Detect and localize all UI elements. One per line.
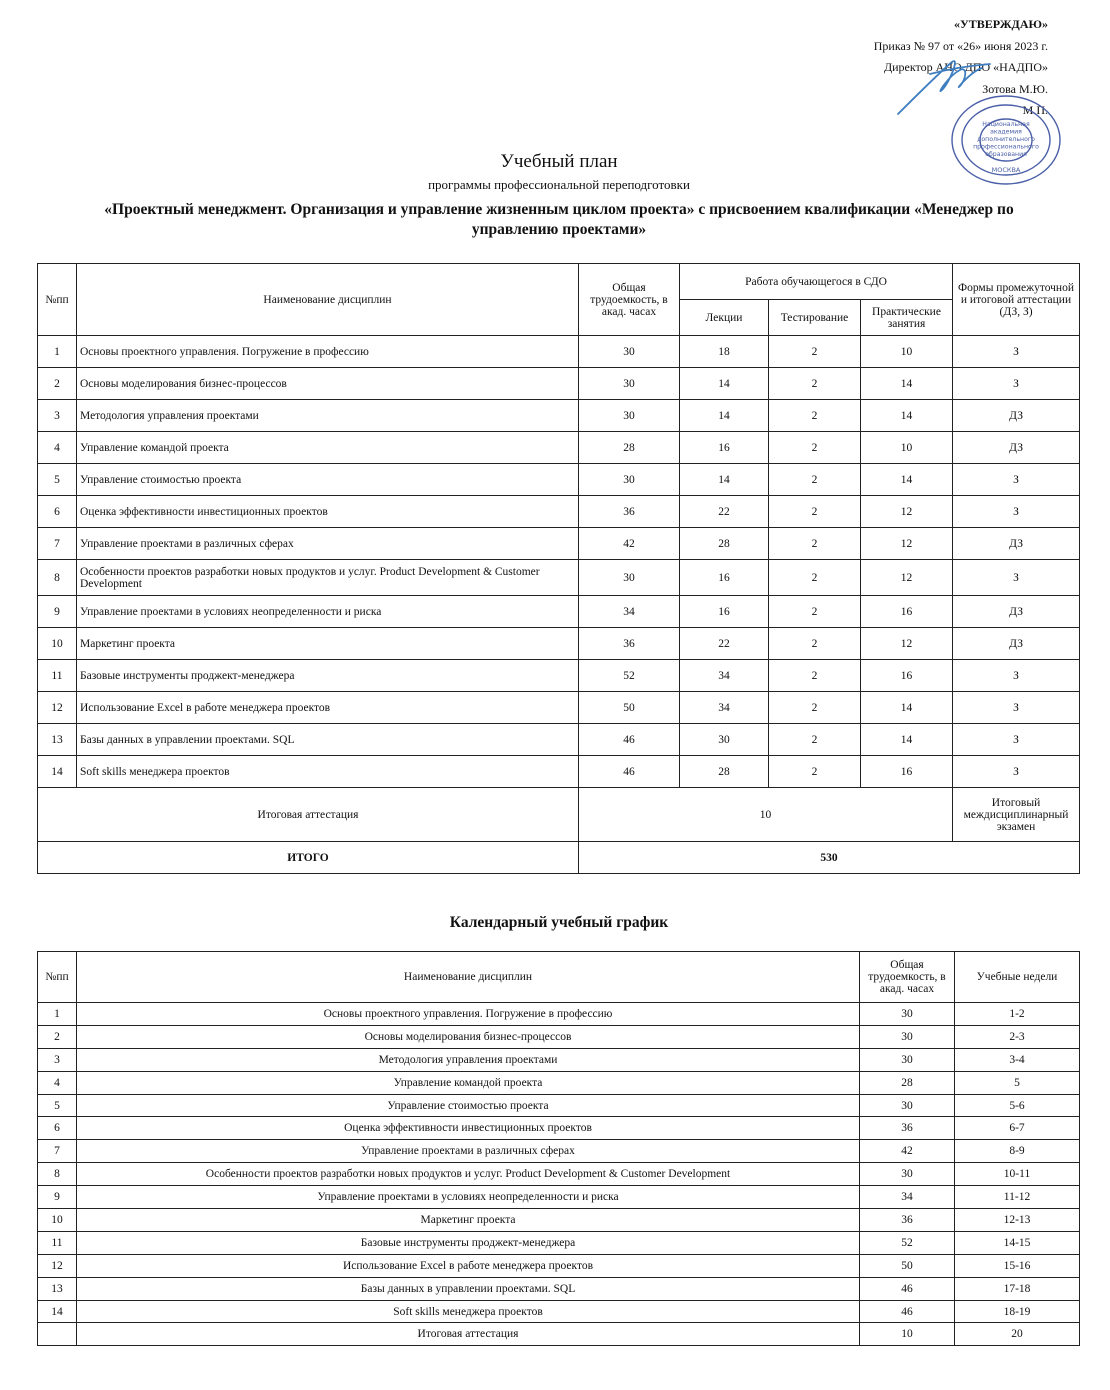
row-testing: 2 bbox=[769, 464, 861, 496]
schedule-row-num: 4 bbox=[38, 1071, 77, 1094]
approval-name: Зотова М.Ю. bbox=[982, 81, 1048, 96]
row-num: 4 bbox=[38, 432, 77, 464]
table-row bbox=[38, 1209, 1080, 1232]
header-forms: Формы промежуточной и итоговой аттестации (ДЗ, З) bbox=[953, 264, 1080, 336]
schedule-title: Календарный учебный график bbox=[449, 914, 669, 931]
row-lectures: 22 bbox=[680, 628, 769, 660]
table-row bbox=[38, 1323, 1080, 1346]
final-hours: 10 bbox=[579, 788, 953, 842]
schedule-row-total: 36 bbox=[860, 1117, 955, 1140]
total-hours: 530 bbox=[579, 842, 1080, 874]
row-total: 28 bbox=[579, 432, 680, 464]
row-lectures: 18 bbox=[680, 336, 769, 368]
approval-stamp-place: М.П. bbox=[1022, 103, 1048, 117]
header-name: Наименование дисциплин bbox=[77, 264, 579, 336]
row-form: ДЗ bbox=[953, 528, 1080, 560]
row-name: Оценка эффективности инвестиционных проектов bbox=[77, 496, 579, 528]
row-practice: 10 bbox=[861, 432, 953, 464]
schedule-row-total: 34 bbox=[860, 1186, 955, 1209]
schedule-header-num: №пп bbox=[38, 952, 77, 1003]
row-practice: 12 bbox=[861, 628, 953, 660]
schedule-row-total: 50 bbox=[860, 1254, 955, 1277]
schedule-row-total: 30 bbox=[860, 1048, 955, 1071]
table-row bbox=[38, 560, 1080, 596]
schedule-row-num: 6 bbox=[38, 1117, 77, 1140]
row-total: 46 bbox=[579, 756, 680, 788]
schedule-row-total: 30 bbox=[860, 1094, 955, 1117]
schedule-row-total: 36 bbox=[860, 1209, 955, 1232]
row-name: Базы данных в управлении проектами. SQL bbox=[77, 724, 579, 756]
schedule-row-name: Оценка эффективности инвестиционных проектов bbox=[77, 1117, 860, 1140]
seal-line: Национальная bbox=[982, 121, 1030, 128]
seal-icon bbox=[948, 92, 1064, 188]
schedule-row-weeks: 1-2 bbox=[955, 1003, 1080, 1026]
row-practice: 14 bbox=[861, 368, 953, 400]
table-row bbox=[38, 464, 1080, 496]
row-practice: 16 bbox=[861, 596, 953, 628]
schedule-row-num: 1 bbox=[38, 1003, 77, 1026]
schedule-row-weeks: 11-12 bbox=[955, 1186, 1080, 1209]
table-row bbox=[38, 400, 1080, 432]
table-row bbox=[38, 496, 1080, 528]
table-row bbox=[38, 1300, 1080, 1323]
header-work: Работа обучающегося в СДО bbox=[680, 264, 953, 300]
schedule-row-name: Управление командой проекта bbox=[77, 1071, 860, 1094]
row-testing: 2 bbox=[769, 368, 861, 400]
row-name: Управление проектами в условиях неопределенности и риска bbox=[77, 596, 579, 628]
row-num: 3 bbox=[38, 400, 77, 432]
table-row bbox=[38, 756, 1080, 788]
row-lectures: 28 bbox=[680, 756, 769, 788]
row-name: Методология управления проектами bbox=[77, 400, 579, 432]
schedule-row-total: 42 bbox=[860, 1140, 955, 1163]
row-practice: 12 bbox=[861, 560, 953, 596]
table-row bbox=[38, 336, 1080, 368]
schedule-row-weeks: 8-9 bbox=[955, 1140, 1080, 1163]
row-lectures: 14 bbox=[680, 464, 769, 496]
program-name: «Проектный менеджмент. Организация и управление жизненным циклом проекта» с присвоением квалификации «Менеджер по управлению проектами» bbox=[104, 201, 1014, 238]
table-row bbox=[38, 692, 1080, 724]
row-testing: 2 bbox=[769, 756, 861, 788]
row-total: 36 bbox=[579, 628, 680, 660]
seal-line: образования bbox=[985, 151, 1027, 158]
seal-city: МОСКВА bbox=[991, 166, 1021, 174]
row-name: Управление командой проекта bbox=[77, 432, 579, 464]
page-title: Учебный план bbox=[500, 151, 618, 172]
row-total: 30 bbox=[579, 368, 680, 400]
row-total: 52 bbox=[579, 660, 680, 692]
row-num: 12 bbox=[38, 692, 77, 724]
row-lectures: 28 bbox=[680, 528, 769, 560]
row-testing: 2 bbox=[769, 724, 861, 756]
row-form: З bbox=[953, 660, 1080, 692]
schedule-row-total: 46 bbox=[860, 1300, 955, 1323]
row-num: 7 bbox=[38, 528, 77, 560]
schedule-row-num: 8 bbox=[38, 1163, 77, 1186]
seal-line: дополнительного bbox=[977, 136, 1035, 143]
schedule-row-name: Управление проектами в условиях неопределенности и риска bbox=[77, 1186, 860, 1209]
header-num: №пп bbox=[38, 264, 77, 336]
schedule-row-num: 5 bbox=[38, 1094, 77, 1117]
row-testing: 2 bbox=[769, 628, 861, 660]
row-form: З bbox=[953, 336, 1080, 368]
table-row bbox=[38, 724, 1080, 756]
row-form: ДЗ bbox=[953, 596, 1080, 628]
schedule-row-weeks: 5-6 bbox=[955, 1094, 1080, 1117]
row-form: ДЗ bbox=[953, 432, 1080, 464]
approval-order: Приказ № 97 от «26» июня 2023 г. bbox=[873, 38, 1048, 53]
schedule-row-num: 14 bbox=[38, 1300, 77, 1323]
row-testing: 2 bbox=[769, 660, 861, 692]
row-testing: 2 bbox=[769, 528, 861, 560]
schedule-row-total: 28 bbox=[860, 1071, 955, 1094]
schedule-row-weeks: 20 bbox=[955, 1323, 1080, 1346]
row-total: 30 bbox=[579, 400, 680, 432]
table-row bbox=[38, 1094, 1080, 1117]
schedule-row-name: Особенности проектов разработки новых продуктов и услуг. Product Development & Customer Development bbox=[77, 1163, 860, 1186]
total-row bbox=[38, 842, 1080, 874]
row-testing: 2 bbox=[769, 336, 861, 368]
schedule-row-num: 7 bbox=[38, 1140, 77, 1163]
row-practice: 14 bbox=[861, 400, 953, 432]
row-practice: 12 bbox=[861, 496, 953, 528]
row-testing: 2 bbox=[769, 596, 861, 628]
final-label: Итоговая аттестация bbox=[38, 788, 579, 842]
row-num: 10 bbox=[38, 628, 77, 660]
schedule-row-num: 11 bbox=[38, 1231, 77, 1254]
row-lectures: 34 bbox=[680, 692, 769, 724]
row-practice: 12 bbox=[861, 528, 953, 560]
schedule-row-total: 52 bbox=[860, 1231, 955, 1254]
row-practice: 14 bbox=[861, 724, 953, 756]
row-lectures: 16 bbox=[680, 596, 769, 628]
table-row bbox=[38, 1186, 1080, 1209]
row-lectures: 34 bbox=[680, 660, 769, 692]
row-num: 6 bbox=[38, 496, 77, 528]
schedule-row-total: 10 bbox=[860, 1323, 955, 1346]
row-practice: 16 bbox=[861, 660, 953, 692]
schedule-row-num: 10 bbox=[38, 1209, 77, 1232]
row-form: ДЗ bbox=[953, 628, 1080, 660]
schedule-row-weeks: 18-19 bbox=[955, 1300, 1080, 1323]
row-total: 30 bbox=[579, 464, 680, 496]
row-total: 46 bbox=[579, 724, 680, 756]
schedule-row-num: 12 bbox=[38, 1254, 77, 1277]
row-total: 36 bbox=[579, 496, 680, 528]
row-num: 9 bbox=[38, 596, 77, 628]
table-row bbox=[38, 1025, 1080, 1048]
schedule-row-weeks: 10-11 bbox=[955, 1163, 1080, 1186]
row-num: 14 bbox=[38, 756, 77, 788]
table-row bbox=[38, 528, 1080, 560]
row-num: 13 bbox=[38, 724, 77, 756]
row-name: Управление проектами в различных сферах bbox=[77, 528, 579, 560]
table-row bbox=[38, 432, 1080, 464]
seal-line: профессионального bbox=[973, 143, 1039, 151]
row-name: Использование Excel в работе менеджера проектов bbox=[77, 692, 579, 724]
schedule-header-name: Наименование дисциплин bbox=[77, 952, 860, 1003]
row-total: 30 bbox=[579, 336, 680, 368]
row-form: З bbox=[953, 368, 1080, 400]
row-lectures: 14 bbox=[680, 368, 769, 400]
row-num: 1 bbox=[38, 336, 77, 368]
schedule-row-weeks: 14-15 bbox=[955, 1231, 1080, 1254]
schedule-table bbox=[37, 951, 1080, 1346]
row-testing: 2 bbox=[769, 496, 861, 528]
table-row bbox=[38, 1231, 1080, 1254]
row-name: Основы проектного управления. Погружение в профессию bbox=[77, 336, 579, 368]
schedule-row-weeks: 17-18 bbox=[955, 1277, 1080, 1300]
seal-line: академия bbox=[990, 128, 1022, 136]
row-form: З bbox=[953, 496, 1080, 528]
table-row bbox=[38, 596, 1080, 628]
schedule-row-name: Управление стоимостью проекта bbox=[77, 1094, 860, 1117]
schedule-row-weeks: 2-3 bbox=[955, 1025, 1080, 1048]
schedule-row-weeks: 5 bbox=[955, 1071, 1080, 1094]
row-practice: 14 bbox=[861, 464, 953, 496]
row-testing: 2 bbox=[769, 400, 861, 432]
total-label: ИТОГО bbox=[38, 842, 579, 874]
schedule-row-name: Методология управления проектами bbox=[77, 1048, 860, 1071]
row-name: Управление стоимостью проекта bbox=[77, 464, 579, 496]
header-practice: Практические занятия bbox=[861, 300, 953, 336]
table-row bbox=[38, 1140, 1080, 1163]
row-lectures: 16 bbox=[680, 432, 769, 464]
header-testing: Тестирование bbox=[769, 300, 861, 336]
row-form: З bbox=[953, 692, 1080, 724]
row-form: З bbox=[953, 560, 1080, 596]
header-lectures: Лекции bbox=[680, 300, 769, 336]
row-practice: 16 bbox=[861, 756, 953, 788]
schedule-row-name: Базовые инструменты проджект-менеджера bbox=[77, 1231, 860, 1254]
row-testing: 2 bbox=[769, 692, 861, 724]
row-num: 5 bbox=[38, 464, 77, 496]
row-lectures: 16 bbox=[680, 560, 769, 596]
approval-heading: «УТВЕРЖДАЮ» bbox=[953, 17, 1048, 31]
schedule-row-name: Основы моделирования бизнес-процессов bbox=[77, 1025, 860, 1048]
row-name: Базовые инструменты проджект-менеджера bbox=[77, 660, 579, 692]
schedule-row-total: 46 bbox=[860, 1277, 955, 1300]
header-total: Общая трудоемкость, в акад. часах bbox=[579, 264, 680, 336]
schedule-row-weeks: 3-4 bbox=[955, 1048, 1080, 1071]
table-row bbox=[38, 628, 1080, 660]
schedule-header-total: Общая трудоемкость, в акад. часах bbox=[860, 952, 955, 1003]
final-attestation-row bbox=[38, 788, 1080, 842]
schedule-row-name: Итоговая аттестация bbox=[77, 1323, 860, 1346]
schedule-row-num bbox=[38, 1323, 77, 1346]
row-num: 11 bbox=[38, 660, 77, 692]
row-form: ДЗ bbox=[953, 400, 1080, 432]
table-row bbox=[38, 1277, 1080, 1300]
row-practice: 10 bbox=[861, 336, 953, 368]
schedule-row-weeks: 12-13 bbox=[955, 1209, 1080, 1232]
row-num: 2 bbox=[38, 368, 77, 400]
table-row bbox=[38, 1071, 1080, 1094]
schedule-row-num: 9 bbox=[38, 1186, 77, 1209]
table-row bbox=[38, 368, 1080, 400]
row-form: З bbox=[953, 724, 1080, 756]
row-name: Soft skills менеджера проектов bbox=[77, 756, 579, 788]
final-form: Итоговый междисциплинарный экзамен bbox=[953, 788, 1080, 842]
approval-director: Директор АНО ДПО «НАДПО» bbox=[883, 60, 1048, 74]
table-row bbox=[38, 1048, 1080, 1071]
row-lectures: 22 bbox=[680, 496, 769, 528]
table-row bbox=[38, 1163, 1080, 1186]
schedule-row-total: 30 bbox=[860, 1163, 955, 1186]
row-total: 50 bbox=[579, 692, 680, 724]
schedule-row-num: 3 bbox=[38, 1048, 77, 1071]
schedule-row-total: 30 bbox=[860, 1025, 955, 1048]
page-subtitle: программы профессиональной переподготовки bbox=[428, 177, 690, 192]
row-lectures: 30 bbox=[680, 724, 769, 756]
schedule-row-num: 2 bbox=[38, 1025, 77, 1048]
schedule-row-weeks: 15-16 bbox=[955, 1254, 1080, 1277]
row-testing: 2 bbox=[769, 432, 861, 464]
row-name: Особенности проектов разработки новых продуктов и услуг. Product Development & Customer Development bbox=[77, 560, 579, 596]
table-row bbox=[38, 1254, 1080, 1277]
curriculum-table bbox=[37, 263, 1080, 874]
schedule-row-name: Использование Excel в работе менеджера проектов bbox=[77, 1254, 860, 1277]
table-row bbox=[38, 1003, 1080, 1026]
row-testing: 2 bbox=[769, 560, 861, 596]
schedule-row-name: Маркетинг проекта bbox=[77, 1209, 860, 1232]
schedule-row-name: Soft skills менеджера проектов bbox=[77, 1300, 860, 1323]
row-name: Основы моделирования бизнес-процессов bbox=[77, 368, 579, 400]
table-row bbox=[38, 660, 1080, 692]
schedule-row-name: Управление проектами в различных сферах bbox=[77, 1140, 860, 1163]
row-total: 42 bbox=[579, 528, 680, 560]
row-name: Маркетинг проекта bbox=[77, 628, 579, 660]
row-form: З bbox=[953, 464, 1080, 496]
schedule-header-weeks: Учебные недели bbox=[955, 952, 1080, 1003]
schedule-row-name: Базы данных в управлении проектами. SQL bbox=[77, 1277, 860, 1300]
schedule-row-weeks: 6-7 bbox=[955, 1117, 1080, 1140]
row-lectures: 14 bbox=[680, 400, 769, 432]
table-row bbox=[38, 1117, 1080, 1140]
row-num: 8 bbox=[38, 560, 77, 596]
row-total: 30 bbox=[579, 560, 680, 596]
schedule-row-num: 13 bbox=[38, 1277, 77, 1300]
row-form: З bbox=[953, 756, 1080, 788]
row-total: 34 bbox=[579, 596, 680, 628]
schedule-row-name: Основы проектного управления. Погружение в профессию bbox=[77, 1003, 860, 1026]
schedule-row-total: 30 bbox=[860, 1003, 955, 1026]
row-practice: 14 bbox=[861, 692, 953, 724]
